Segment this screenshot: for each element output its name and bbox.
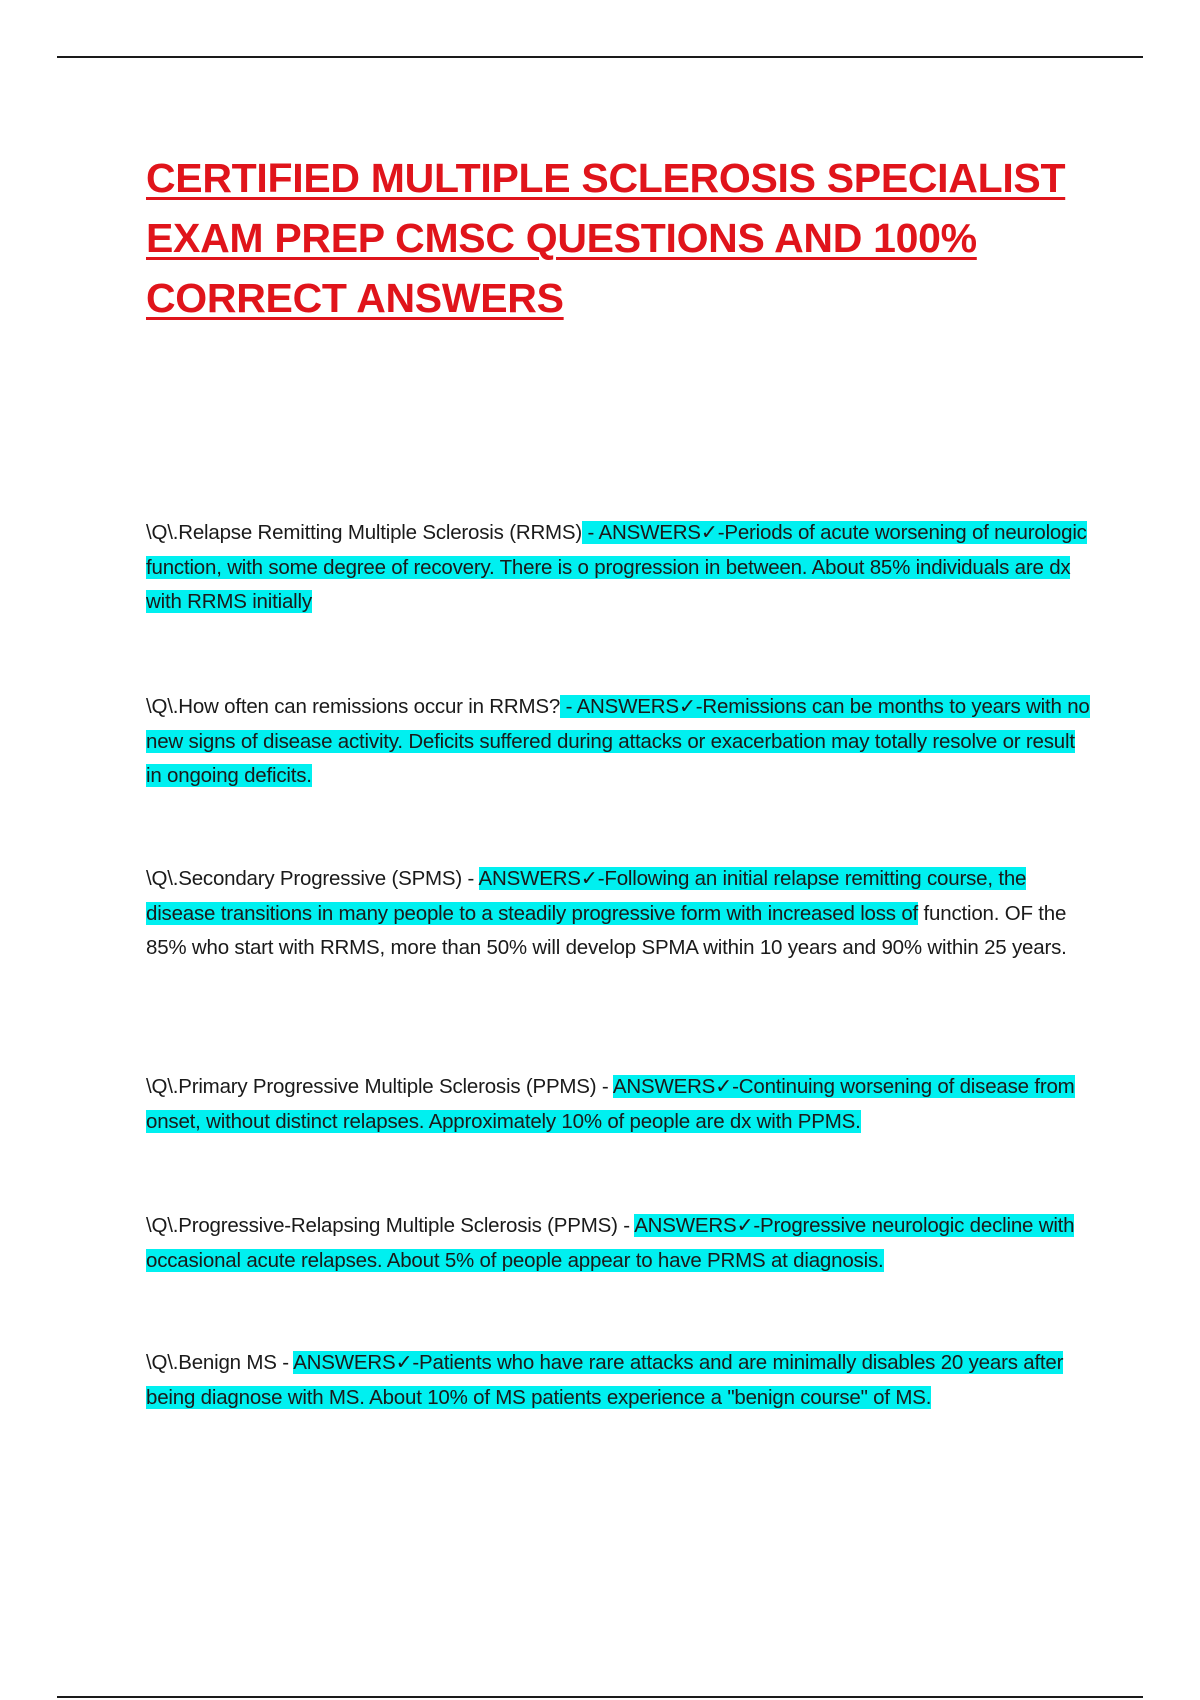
answer-plain: function. OF the 85% who start with RRMS, more than 50% will develop SPMA within 10 years and 90% within 25 years. bbox=[146, 901, 1067, 959]
qa-item-remissions bbox=[146, 690, 1091, 794]
question-text: \Q\.Primary Progressive Multiple Sclerosis (PPMS) - bbox=[146, 1075, 613, 1098]
answer-highlighted: - ANSWERS✓-Periods of acute worsening of neurologic function, with some degree of recovery. There is o progression in between. About 85% individuals are dx with RRMS initially bbox=[146, 521, 1087, 613]
question-text: \Q\.Relapse Remitting Multiple Sclerosis (RRMS) bbox=[146, 521, 583, 544]
question-text: \Q\.Secondary Progressive (SPMS) - bbox=[146, 867, 479, 890]
qa-item-spms bbox=[146, 862, 1091, 966]
question-text: \Q\.Progressive-Relapsing Multiple Sclerosis (PPMS) - bbox=[146, 1214, 635, 1237]
bottom-rule bbox=[57, 1696, 1143, 1698]
qa-item-prms bbox=[146, 1209, 1091, 1278]
answer-highlighted: ANSWERS✓-Patients who have rare attacks and are minimally disables 20 years after being diagnose with MS. About 10% of MS patients experience a "benign course" of MS. bbox=[146, 1351, 1064, 1409]
answer-highlighted: ANSWERS✓-Continuing worsening of disease from onset, without distinct relapses. Approximately 10% of people are dx with PPMS. bbox=[146, 1075, 1075, 1133]
qa-item-ppms bbox=[146, 1070, 1091, 1139]
qa-item-rrms bbox=[146, 516, 1091, 620]
document-title: CERTIFIED MULTIPLE SCLEROSIS SPECIALIST EXAM PREP CMSC QUESTIONS AND 100% CORRECT ANSWERS bbox=[146, 155, 1066, 321]
answer-highlighted: ANSWERS✓-Following an initial relapse remitting course, the disease transitions in many people to a steadily progressive form with increased loss of bbox=[146, 867, 1027, 925]
qa-item-benign-ms bbox=[146, 1346, 1091, 1415]
question-text: \Q\.Benign MS - bbox=[146, 1351, 294, 1374]
question-text: \Q\.How often can remissions occur in RRMS? bbox=[146, 695, 561, 718]
top-rule bbox=[57, 56, 1143, 58]
answer-highlighted: - ANSWERS✓-Remissions can be months to years with no new signs of disease activity. Deficits suffered during attacks or exacerbation may totally resolve or result in ongoing deficits. bbox=[146, 695, 1090, 787]
answer-highlighted: ANSWERS✓-Progressive neurologic decline with occasional acute relapses. About 5% of people appear to have PRMS at diagnosis. bbox=[146, 1214, 1075, 1272]
